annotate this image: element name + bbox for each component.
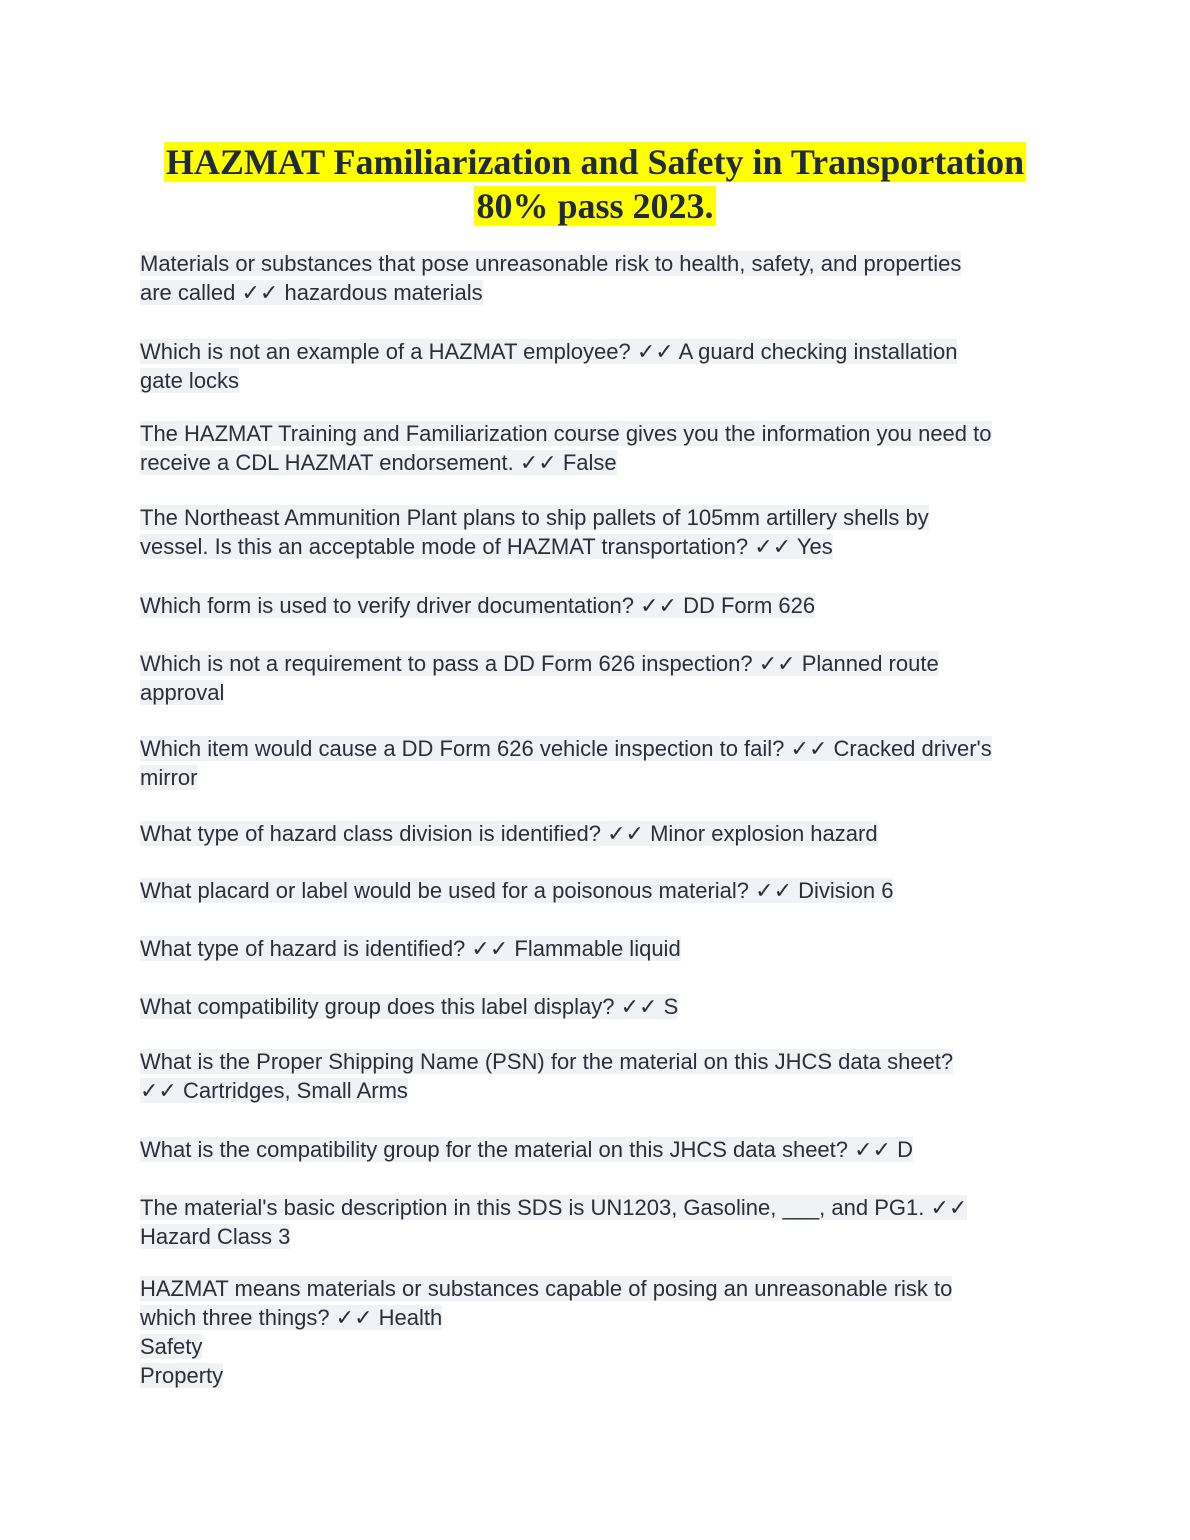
qa-line: Safety bbox=[140, 1334, 203, 1359]
qa-line: Which form is used to verify driver documentation? ✓✓ DD Form 626 bbox=[140, 593, 816, 618]
qa-line: mirror bbox=[140, 765, 198, 790]
qa-line: What type of hazard class division is identified? ✓✓ Minor explosion hazard bbox=[140, 821, 878, 846]
qa-line: Hazard Class 3 bbox=[140, 1224, 291, 1249]
qa-line: HAZMAT means materials or substances capable of posing an unreasonable risk to bbox=[140, 1276, 953, 1301]
qa-line: The HAZMAT Training and Familiarization course gives you the information you need to bbox=[140, 421, 992, 446]
title-line-1: HAZMAT Familiarization and Safety in Transportation bbox=[165, 142, 1025, 182]
qa-line: approval bbox=[140, 680, 225, 705]
qa-line: What is the compatibility group for the material on this JHCS data sheet? ✓✓ D bbox=[140, 1137, 913, 1162]
qa-line: ✓✓ Cartridges, Small Arms bbox=[140, 1078, 408, 1103]
qa-item bbox=[140, 591, 1070, 620]
qa-line: The Northeast Ammunition Plant plans to ship pallets of 105mm artillery shells by bbox=[140, 505, 929, 530]
qa-item bbox=[140, 1193, 1070, 1251]
qa-line: What placard or label would be used for a poisonous material? ✓✓ Division 6 bbox=[140, 878, 894, 903]
qa-item bbox=[140, 249, 1070, 307]
qa-item bbox=[140, 934, 1070, 963]
qa-line: vessel. Is this an acceptable mode of HAZMAT transportation? ✓✓ Yes bbox=[140, 534, 833, 559]
qa-line: Property bbox=[140, 1363, 224, 1388]
qa-item bbox=[140, 876, 1070, 905]
qa-line: What compatibility group does this label display? ✓✓ S bbox=[140, 994, 679, 1019]
qa-item bbox=[140, 819, 1070, 848]
qa-item bbox=[140, 419, 1070, 477]
qa-line: The material's basic description in this SDS is UN1203, Gasoline, ___, and PG1. ✓✓ bbox=[140, 1195, 968, 1220]
qa-line: Which is not a requirement to pass a DD Form 626 inspection? ✓✓ Planned route bbox=[140, 651, 939, 676]
document-title bbox=[0, 140, 1190, 228]
qa-item bbox=[140, 992, 1070, 1021]
qa-item bbox=[140, 649, 1070, 707]
qa-line: Which item would cause a DD Form 626 vehicle inspection to fail? ✓✓ Cracked driver's bbox=[140, 736, 992, 761]
qa-item bbox=[140, 1047, 1070, 1105]
qa-item bbox=[140, 1274, 1070, 1390]
qa-line: Which is not an example of a HAZMAT employee? ✓✓ A guard checking installation bbox=[140, 339, 958, 364]
qa-line: What type of hazard is identified? ✓✓ Flammable liquid bbox=[140, 936, 681, 961]
qa-line: Materials or substances that pose unreasonable risk to health, safety, and properties bbox=[140, 251, 962, 276]
qa-line: are called ✓✓ hazardous materials bbox=[140, 280, 483, 305]
title-line-2: 80% pass 2023. bbox=[476, 186, 714, 226]
qa-item bbox=[140, 337, 1070, 395]
qa-line: receive a CDL HAZMAT endorsement. ✓✓ False bbox=[140, 450, 617, 475]
qa-line: What is the Proper Shipping Name (PSN) for the material on this JHCS data sheet? bbox=[140, 1049, 954, 1074]
qa-item bbox=[140, 1135, 1070, 1164]
qa-line: gate locks bbox=[140, 368, 240, 393]
qa-item bbox=[140, 734, 1070, 792]
qa-line: which three things? ✓✓ Health bbox=[140, 1305, 443, 1330]
qa-item bbox=[140, 503, 1070, 561]
